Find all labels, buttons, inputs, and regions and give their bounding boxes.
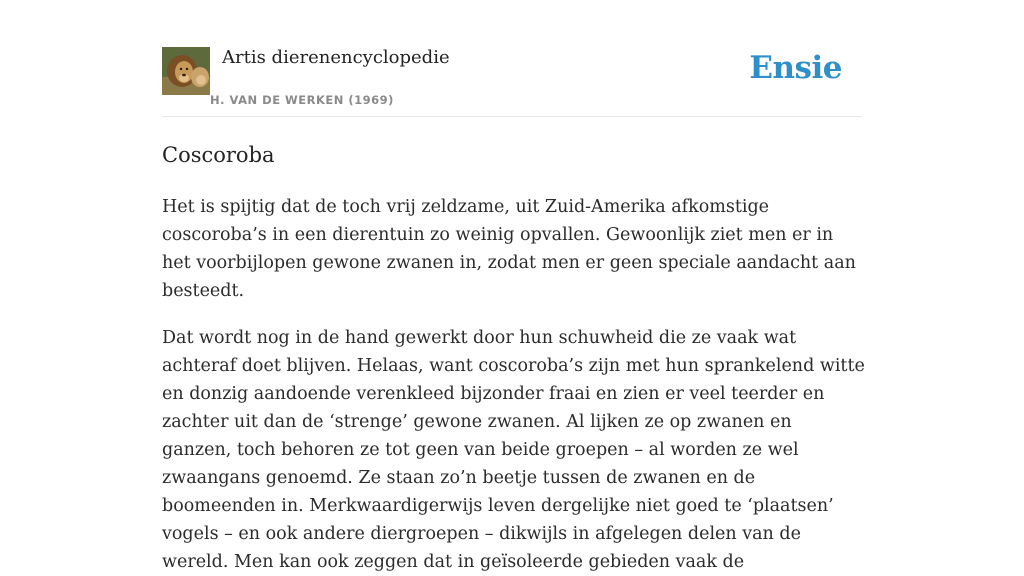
article-paragraph: Dat wordt nog in de hand gewerkt door hun schuwheid die ze vaak wat achteraf doet blijven. Helaas, want coscoroba’s zijn met hun sprankelend witte en donzig aandoende verenkleed bijzonder fraai en zien er veel teerder en zachter uit dan de ‘strenge’ gewone zwanen. Al lijken ze op zwanen en ganzen, toch behoren ze tot geen van beide groepen – al worden ze wel zwaangans genoemd. Ze staan zo’n beetje tussen de zwanen en de boomeenden in. Merkwaardigerwijs leven dergelijke niet goed te ‘plaatsen’ vogels – en ook andere diergroepen – dikwijls in afgelegen delen van de wereld. Men kan ook zeggen dat in geïsoleerde gebieden vaak de: [162, 328, 865, 572]
book-header: [162, 46, 862, 117]
ensie-logo[interactable]: Ensie: [749, 50, 842, 86]
article-paragraph: Het is spijtig dat de toch vrij zeldzame, uit Zuid-Amerika afkomstige coscoroba’s in een dierentuin zo weinig opvallen. Gewoonlijk ziet men er in het voorbijlopen gewone zwanen in, zodat men er geen speciale aandacht aan besteedt.: [162, 197, 856, 301]
article-title: Coscoroba: [162, 143, 275, 167]
book-title[interactable]: Artis dierenencyclopedie: [222, 47, 450, 68]
lion-photo-icon: [162, 47, 210, 95]
article: [162, 140, 866, 576]
avatar[interactable]: [162, 47, 210, 95]
author-label[interactable]: H. VAN DE WERKEN (1969): [210, 93, 394, 107]
